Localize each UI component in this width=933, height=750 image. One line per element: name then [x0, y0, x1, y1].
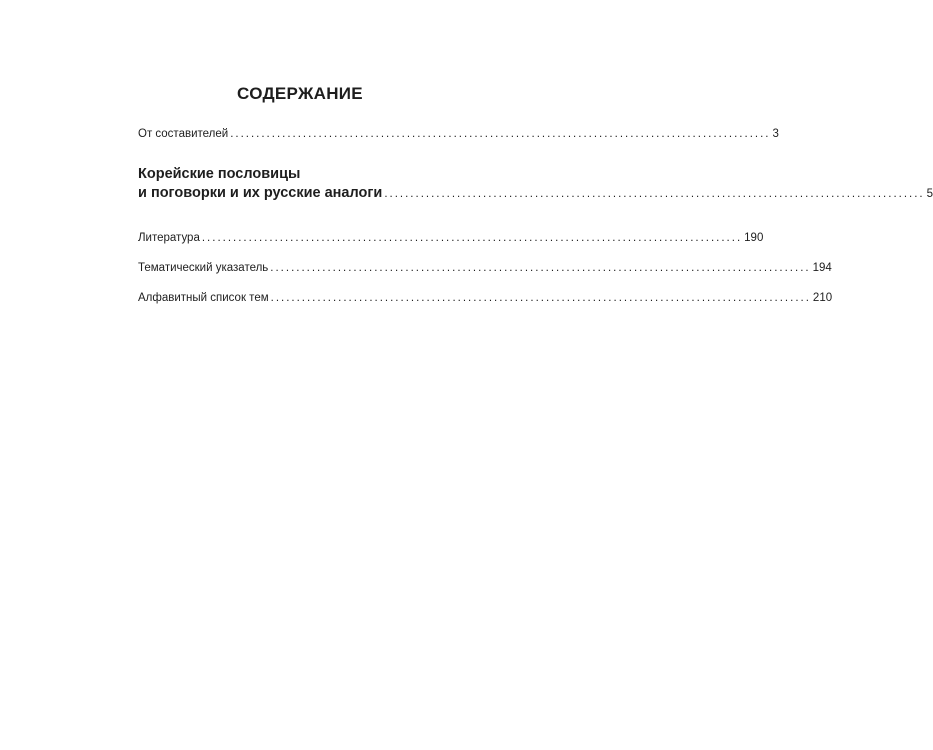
page-title: СОДЕРЖАНИЕ	[237, 84, 363, 103]
toc-entry-label: От составителей	[138, 128, 229, 140]
dot-leader: ........................................................................................................	[270, 262, 811, 274]
toc-entry-label: Тематический указатель	[138, 262, 269, 274]
toc-entry-alphabetical-list[interactable]	[138, 291, 833, 305]
toc-page-number: 194	[812, 262, 832, 274]
toc-entry-korean-proverbs[interactable]	[138, 165, 933, 204]
toc-entry-label: Алфавитный список тем	[138, 292, 269, 304]
toc-entry-line2	[138, 184, 933, 204]
dot-leader: ........................................................................................................	[270, 292, 811, 304]
toc-page-number: 3	[772, 128, 779, 140]
toc-entry-label: Литература	[138, 232, 200, 244]
toc-entry-thematic-index[interactable]	[138, 261, 832, 275]
toc-entry-label-line2: и поговорки и их русские аналоги	[138, 185, 383, 201]
toc-entry-label-line1: Корейские пословицы	[138, 166, 301, 182]
toc-page-number: 210	[812, 292, 833, 304]
dot-leader: ........................................................................................................	[384, 188, 925, 200]
dot-leader: ........................................................................................................	[230, 128, 771, 140]
toc-page-number: 5	[926, 188, 933, 200]
toc-page-number: 190	[744, 232, 764, 244]
toc-entry-from-compilers[interactable]	[138, 127, 779, 141]
toc-entry-literature[interactable]	[138, 231, 764, 245]
dot-leader: ........................................................................................................	[201, 232, 743, 244]
